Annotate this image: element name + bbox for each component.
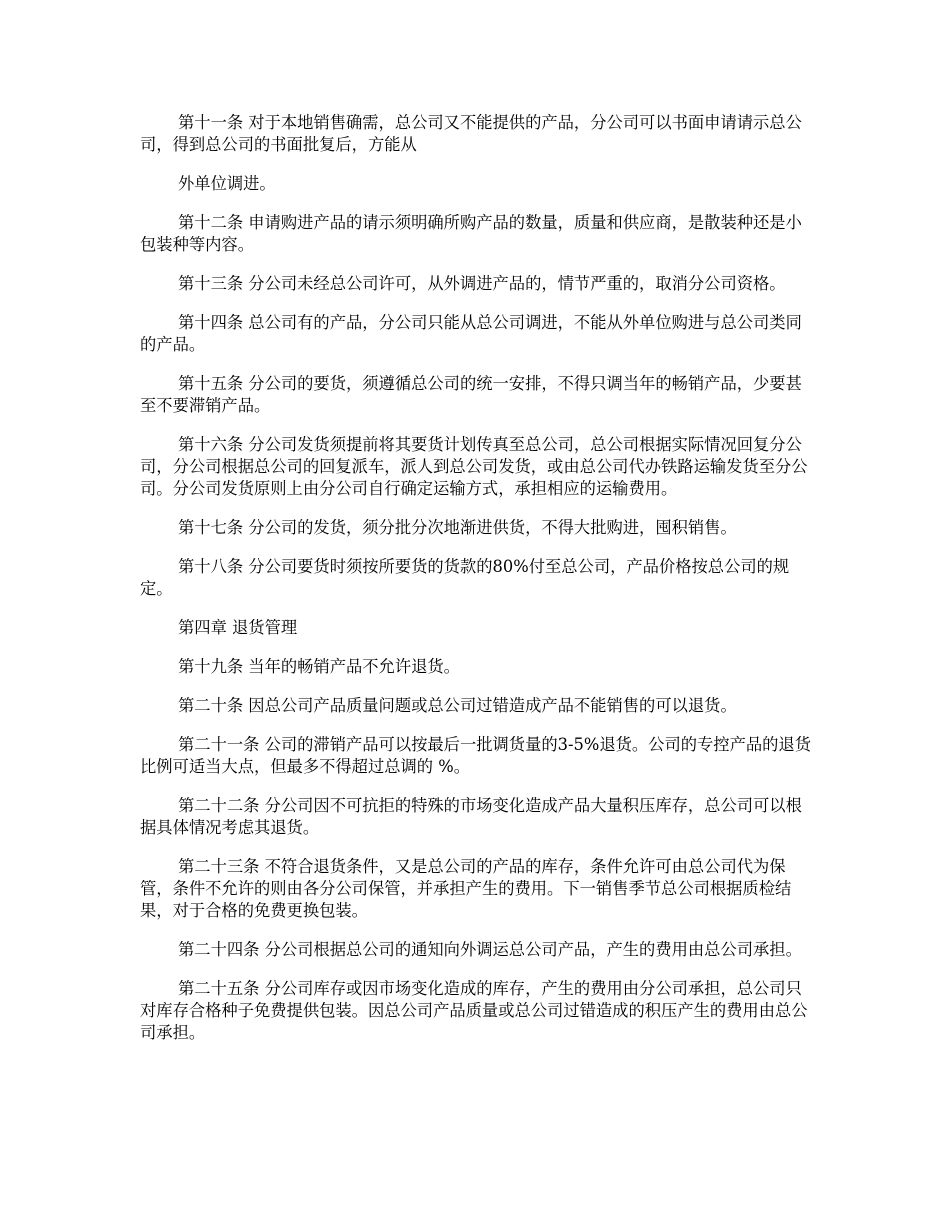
article-14-paragraph: 第十四条 总公司有的产品，分公司只能从总公司调进，不能从外单位购进与总公司类同的产品。: [140, 313, 802, 354]
article-11-continuation-paragraph: 外单位调进。: [178, 174, 276, 193]
article-11-paragraph: 第十一条 对于本地销售确需，总公司又不能提供的产品，分公司可以书面申请请示总公司，得到总公司的书面批复后，方能从: [140, 113, 802, 154]
article-21-paragraph: 第二十一条 公司的滞销产品可以按最后一批调货量的3-5%退货。公司的专控产品的退货比例可适当大点，但最多不得超过总调的 %。: [140, 735, 811, 776]
article-18-paragraph: 第十八条 分公司要货时须按所要货的货款的80%付至总公司，产品价格按总公司的规定。: [140, 557, 790, 598]
article-12-paragraph: 第十二条 申请购进产品的请示须明确所购产品的数量，质量和供应商，是散装种还是小包装种等内容。: [140, 213, 802, 254]
article-24-paragraph: 第二十四条 分公司根据总公司的通知向外调运总公司产品，产生的费用由总公司承担。: [178, 940, 802, 959]
article-16-paragraph: 第十六条 分公司发货须提前将其要货计划传真至总公司，总公司根据实际情况回复分公司，分公司根据总公司的回复派车，派人到总公司发货，或由总公司代办铁路运输发货至分公司。分公司发货原则上由分公司自行确定运输方式，承担相应的运输费用。: [140, 435, 808, 498]
article-15-paragraph: 第十五条 分公司的要货，须遵循总公司的统一安排，不得只调当年的畅销产品，少要甚至不要滞销产品。: [140, 374, 802, 415]
article-23-paragraph: 第二十三条 不符合退货条件，又是总公司的产品的库存，条件允许可由总公司代为保管，条件不允许的则由各分公司保管，并承担产生的费用。下一销售季节总公司根据质检结果，对于合格的免费更换包装。: [140, 857, 792, 920]
article-22-paragraph: 第二十二条 分公司因不可抗拒的特殊的市场变化造成产品大量积压库存，总公司可以根据具体情况考虑其退货。: [140, 796, 802, 837]
article-20-paragraph: 第二十条 因总公司产品质量问题或总公司过错造成产品不能销售的可以退货。: [178, 696, 737, 715]
article-25-paragraph: 第二十五条 分公司库存或因市场变化造成的库存，产生的费用由分公司承担，总公司只对库存合格种子免费提供包装。因总公司产品质量或总公司过错造成的积压产生的费用由总公司承担。: [140, 979, 808, 1042]
article-19-paragraph: 第十九条 当年的畅销产品不允许退货。: [178, 657, 460, 676]
document-page: [140, 112, 815, 1061]
chapter-4-heading: 第四章 退货管理: [178, 618, 298, 637]
article-13-paragraph: 第十三条 分公司未经总公司许可，从外调进产品的，情节严重的，取消分公司资格。: [178, 274, 786, 293]
article-17-paragraph: 第十七条 分公司的发货，须分批分次地渐进供货，不得大批购进，囤积销售。: [178, 518, 737, 537]
